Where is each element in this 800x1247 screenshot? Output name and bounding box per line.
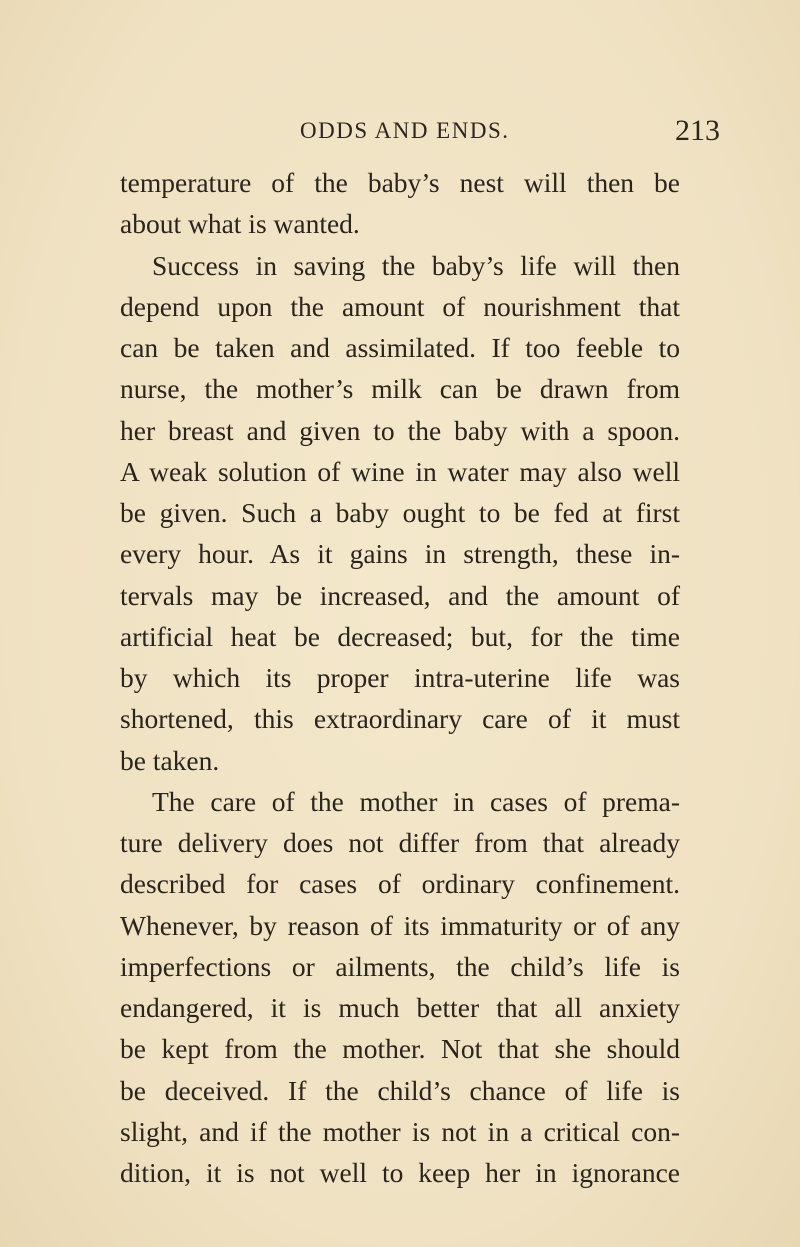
text-line: Success in saving the baby’s life will then [152, 249, 680, 281]
text-line: depend upon the amount of nourishment that [120, 290, 680, 322]
text-line: by which its proper intra-uterine life was [120, 662, 680, 693]
text-line: every hour. As it gains in strength, these in- [120, 538, 680, 570]
running-head: ODDS AND ENDS. [300, 118, 510, 143]
text-line: artificial heat be decreased; but, for the time [120, 620, 680, 652]
text-line: The care of the mother in cases of prema- [152, 785, 680, 817]
text-line: ture delivery does not differ from that already [120, 827, 680, 858]
text-line: be kept from the mother. Not that she should [120, 1033, 680, 1065]
text-line: tervals may be increased, and the amount of [120, 579, 680, 611]
text-line: dition, it is not well to keep her in ignorance [120, 1157, 680, 1188]
text-line: can be taken and assimilated. If too feeble to [120, 332, 680, 363]
body-text [120, 162, 680, 1193]
text-line: her breast and given to the baby with a spoon. [120, 414, 680, 446]
text-line: endangered, it is much better that all anxiety [120, 992, 680, 1023]
text-line: nurse, the mother’s milk can be drawn from [120, 373, 680, 405]
text-line: be taken. [120, 744, 220, 776]
text-line: slight, and if the mother is not in a critical con- [120, 1115, 680, 1147]
text-line: imperfections or ailments, the child’s life is [120, 950, 680, 982]
text-line: A weak solution of wine in water may also well [120, 455, 680, 487]
text-line: described for cases of ordinary confinement. [120, 868, 680, 900]
text-line: be given. Such a baby ought to be fed at first [120, 497, 680, 528]
text-line: Whenever, by reason of its immaturity or of any [120, 909, 680, 941]
text-line: shortened, this extraordinary care of it must [120, 703, 680, 735]
text-line: about what is wanted. [120, 208, 360, 240]
page-number: 213 [675, 114, 720, 147]
text-line: temperature of the baby’s nest will then be [120, 167, 680, 198]
text-line: be deceived. If the child’s chance of life is [120, 1074, 680, 1106]
page-header [120, 114, 720, 154]
